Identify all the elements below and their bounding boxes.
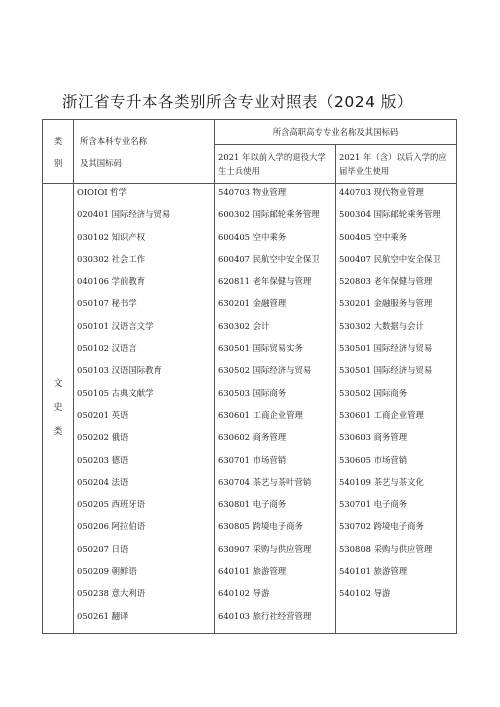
- benke-major-item: 050202 俄语: [77, 432, 129, 443]
- benke-major-item: 050204 法语: [77, 476, 129, 487]
- after-2021-major-item: 530501 国际经济与贸易: [339, 365, 433, 376]
- benke-major-item: 050101 汉语言文学: [77, 320, 154, 331]
- before-2021-major-item: 630503 国际商务: [218, 387, 287, 398]
- benke-header: [74, 120, 215, 184]
- benke-major-item: 050205 西班牙语: [77, 499, 146, 510]
- benke-major-item: 050203 德语: [77, 454, 129, 465]
- before-2021-major-item: 640101 旅游管理: [218, 566, 287, 577]
- after-2021-major-item: 540102 导游: [339, 588, 391, 599]
- before-2021-major-item: 640102 导游: [218, 588, 270, 599]
- after-2021-major-item: 500405 空中乘务: [339, 231, 408, 242]
- page-title: 浙江省专升本各类别所含专业对照表（2024 版）: [62, 93, 413, 111]
- after-2021-major-item: 440703 现代物业管理: [339, 187, 424, 197]
- after-2021-major-item: 540101 旅游管理: [339, 566, 408, 577]
- benke-major-item: 050102 汉语言: [77, 343, 137, 354]
- before-2021-header: 2021 年以前入学的退役大学生士兵使用: [215, 145, 336, 184]
- benke-list: [74, 184, 215, 634]
- after-2021-list: [336, 184, 457, 634]
- after-2021-header: 2021 年（含）以后入学的应届毕业生使用: [336, 145, 457, 184]
- before-2021-major-item: 630801 电子商务: [218, 499, 287, 510]
- benke-major-item: 050261 翻译: [77, 610, 129, 621]
- after-2021-major-item: 500304 国际邮轮乘务管理: [339, 209, 441, 220]
- after-2021-major-item: 530701 电子商务: [339, 499, 408, 510]
- after-2021-major-item: 530603 商务管理: [339, 432, 408, 443]
- header-row: [43, 120, 457, 145]
- major-table: [42, 119, 457, 634]
- before-2021-major-item: 600405 空中乘务: [218, 231, 287, 242]
- after-2021-major-item: 520803 老年保健与管理: [339, 276, 433, 287]
- benke-major-item: 050105 古典文献学: [77, 387, 154, 398]
- category-char: 类: [53, 427, 63, 438]
- before-2021-major-item: 640103 旅行社经营管理: [218, 610, 312, 621]
- after-2021-major-item: 530808 采购与供应管理: [339, 543, 433, 554]
- after-2021-major-item: 500407 民航空中安全保卫: [339, 253, 441, 264]
- after-2021-major-item: 540109 茶艺与茶文化: [339, 476, 424, 487]
- category-header-char: 别: [53, 157, 63, 168]
- benke-major-item: OIOIOI 哲学: [77, 187, 127, 197]
- before-2021-major-item: 630704 茶艺与茶叶营销: [218, 476, 312, 487]
- after-2021-major-item: 530605 市场营销: [339, 454, 408, 465]
- before-2021-major-item: 630302 会计: [218, 320, 270, 331]
- category-cell: [43, 184, 74, 634]
- benke-major-item: 050238 意大利语: [77, 588, 146, 599]
- benke-header-line: 及其国标码: [80, 157, 122, 168]
- body-row: [43, 184, 457, 634]
- benke-header-line: 所含本科专业名称: [80, 135, 147, 146]
- category-header-char: 类: [53, 135, 63, 146]
- after-2021-major-item: 530201 金融服务与管理: [339, 298, 433, 309]
- after-2021-major-item: 530302 大数据与会计: [339, 320, 424, 331]
- before-2021-major-item: 600302 国际邮轮乘务管理: [218, 209, 320, 220]
- before-2021-major-item: 630601 工商企业管理: [218, 409, 303, 420]
- before-2021-major-item: 620811 老年保健与管理: [218, 276, 312, 287]
- benke-major-item: 030102 知识产权: [77, 231, 146, 242]
- before-2021-major-item: 600407 民航空中安全保卫: [218, 253, 320, 264]
- benke-major-item: 050207 日语: [77, 543, 129, 554]
- benke-major-item: 050206 阿拉伯语: [77, 521, 146, 532]
- after-2021-major-item: 530502 国际商务: [339, 387, 408, 398]
- category-char: 文: [53, 379, 63, 390]
- before-2021-major-item: 630805 跨境电子商务: [218, 521, 303, 532]
- before-2021-major-item: 630602 商务管理: [218, 432, 287, 443]
- benke-major-item: 030302 社会工作: [77, 253, 146, 264]
- after-2021-major-item: 530702 跨境电子商务: [339, 521, 424, 532]
- before-2021-major-item: 630701 市场营销: [218, 454, 287, 465]
- benke-major-item: 040106 学前教育: [77, 276, 146, 287]
- category-char: 史: [53, 403, 63, 414]
- before-2021-major-item: 540703 物业管理: [218, 187, 287, 197]
- before-2021-major-item: 630502 国际经济与贸易: [218, 365, 312, 376]
- after-2021-major-item: 530501 国际经济与贸易: [339, 343, 433, 354]
- benke-major-item: 050107 秘书学: [77, 298, 137, 309]
- benke-major-item: 050103 汉语国际教育: [77, 365, 162, 376]
- benke-major-item: 050201 英语: [77, 409, 129, 420]
- before-2021-major-item: 630501 国际贸易实务: [218, 343, 303, 354]
- before-2021-list: [215, 184, 336, 634]
- before-2021-major-item: 630201 金融管理: [218, 298, 287, 309]
- category-header: [43, 120, 74, 184]
- before-2021-major-item: 630907 采购与供应管理: [218, 543, 312, 554]
- after-2021-major-item: 530601 工商企业管理: [339, 409, 424, 420]
- benke-major-item: 050209 朝鲜语: [77, 566, 137, 577]
- gaozhi-header: 所含高职高专专业名称及其国标码: [215, 120, 457, 145]
- benke-major-item: 020401 国际经济与贸易: [77, 209, 171, 220]
